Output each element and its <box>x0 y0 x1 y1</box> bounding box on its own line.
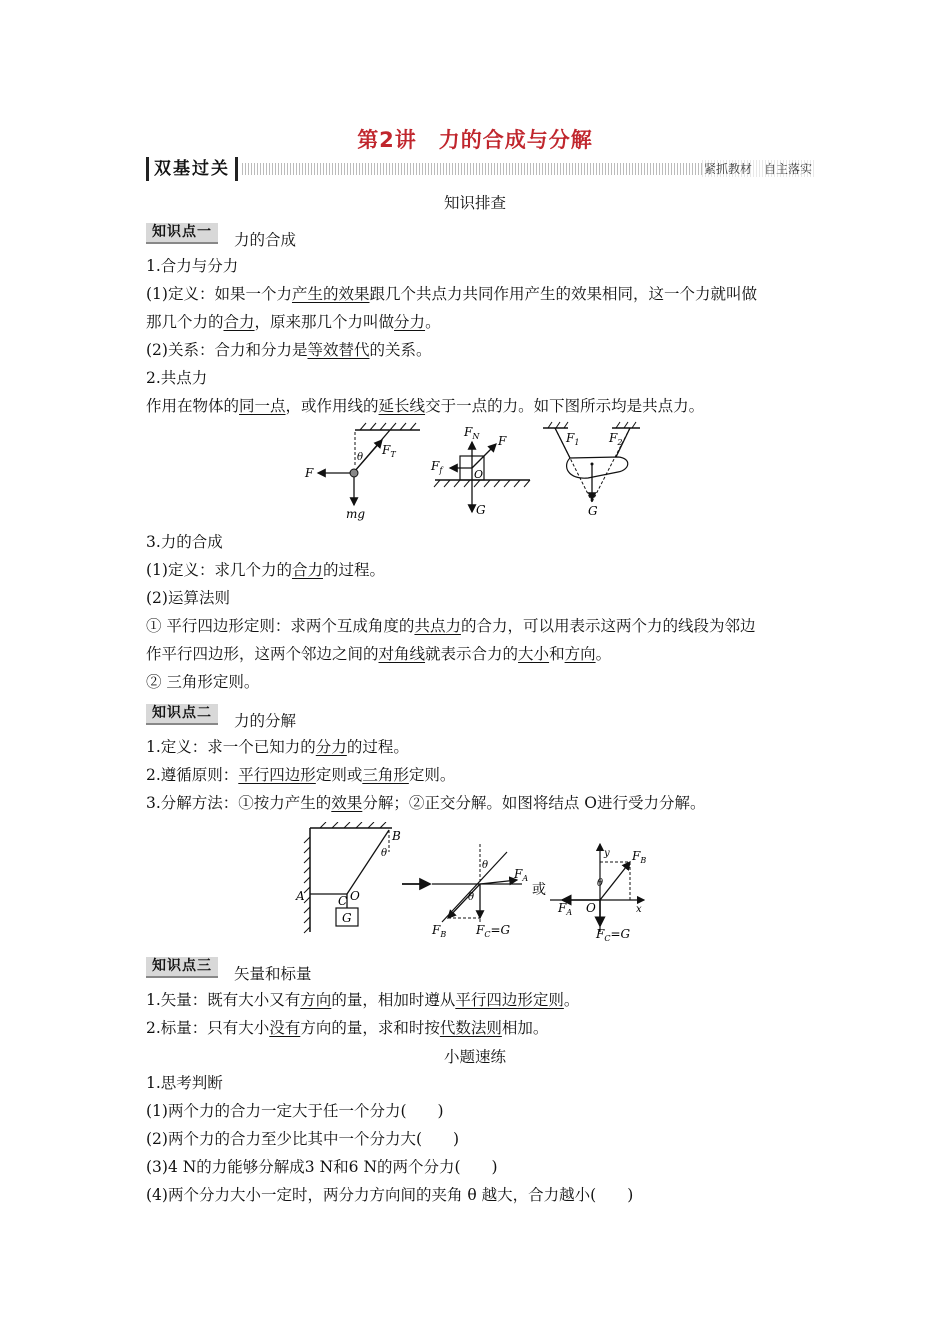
answer-blank: 平行四边形定则 <box>455 991 564 1009</box>
answer-blank: 分力 <box>394 313 426 331</box>
figure-b-block-on-ground <box>430 425 530 517</box>
text-line: 2.共点力 <box>146 369 208 387</box>
section-banner <box>146 157 814 183</box>
text-line: 1.合力与分力 <box>146 257 239 275</box>
svg-text:O: O <box>350 889 360 903</box>
practice-question: (2)两个力的合力至少比其中一个分力大( ) <box>146 1130 460 1148</box>
svg-text:C: C <box>338 894 348 908</box>
text-line: (2)运算法则 <box>146 589 230 607</box>
knowledge-title-2: 力的分解 <box>234 712 297 730</box>
text-line: 1.定义：求一个已知力的分力的过程。 <box>146 738 409 756</box>
svg-text:F: F <box>305 466 314 480</box>
practice-question: (3)4 N的力能够分解成3 N和6 N的两个分力( ) <box>146 1158 498 1176</box>
svg-text:FT: $F_T$ <box>382 443 396 459</box>
knowledge-title-3: 矢量和标量 <box>234 965 312 983</box>
svg-text:FB: $F_B$ <box>432 923 447 939</box>
knowledge-badge-2: 知识点二 <box>146 704 218 725</box>
knowledge-badge-3: 知识点三 <box>146 957 218 978</box>
text-line: 3.力的合成 <box>146 533 223 551</box>
answer-blank: 合力 <box>223 313 255 331</box>
svg-text:FC=G: $F_C=G$ <box>596 927 631 943</box>
practice-heading: 1.思考判断 <box>146 1074 223 1092</box>
answer-blank: 分力 <box>315 738 347 756</box>
answer-blank: 方向 <box>300 991 332 1009</box>
answer-blank: 平行四边形 <box>238 766 316 784</box>
text-line: 作平行四边形，这两个邻边之间的对角线就表示合力的大小和方向。 <box>146 645 612 663</box>
text-line: (1)定义：如果一个力产生的效果跟几个共点力共同作用产生的效果相同，这一个力就叫做 <box>146 285 757 303</box>
knowledge-badge-1: 知识点一 <box>146 223 218 244</box>
svg-text:G: G <box>476 503 486 517</box>
svg-text:FA: $F_A$ <box>514 867 529 883</box>
svg-text:θ: θ <box>597 878 604 889</box>
answer-blank: 方向 <box>564 645 596 663</box>
answer-blank: 产生的效果 <box>291 285 370 303</box>
answer-blank: 代数法则 <box>439 1019 502 1037</box>
practice-question: (1)两个力的合力一定大于任一个分力( ) <box>146 1102 444 1120</box>
answer-blank: 合力 <box>291 561 323 579</box>
section-heading-knowledge: 知识排查 <box>443 194 506 212</box>
or-label: 或 <box>532 882 546 898</box>
text-line: ② 三角形定则。 <box>146 673 260 691</box>
answer-blank: 等效替代 <box>307 341 370 359</box>
banner-right-text: 紧抓教材 自主落实 <box>703 162 812 176</box>
svg-text:F1: $F_1$ <box>566 431 580 447</box>
answer-blank: 对角线 <box>378 645 426 663</box>
force-decomposition-figure <box>292 822 662 944</box>
text-line: 1.矢量：既有大小又有方向的量，相加时遵从平行四边形定则。 <box>146 991 580 1009</box>
svg-text:O: O <box>474 468 484 481</box>
text-line: 那几个力的合力，原来那几个力叫做分力。 <box>146 313 441 331</box>
text-line: ① 平行四边形定则：求两个互成角度的共点力的合力，可以用表示这两个力的线段为邻边 <box>146 617 756 635</box>
answer-blank: 效果 <box>331 794 363 812</box>
svg-text:G: G <box>342 911 352 925</box>
svg-text:mg: mg <box>346 507 366 521</box>
svg-text:Ff: $F_f$ <box>431 459 443 475</box>
text-line: (1)定义：求几个力的合力的过程。 <box>146 561 385 579</box>
svg-text:F2: $F_2$ <box>609 431 623 447</box>
svg-text:B: B <box>392 829 401 843</box>
svg-text:y: y <box>604 848 610 859</box>
banner-tag: 双基过关 <box>146 157 238 181</box>
answer-blank: 没有 <box>269 1019 301 1037</box>
page-title: 第2讲 力的合成与分解 <box>357 128 593 152</box>
answer-blank: 同一点 <box>239 397 286 415</box>
banner-stripe <box>242 163 726 175</box>
section-heading-practice: 小题速练 <box>443 1048 506 1066</box>
text-line: 作用在物体的同一点，或作用线的延长线交于一点的力。如下图所示均是共点力。 <box>146 397 705 415</box>
svg-text:FC=G: $F_C=G$ <box>476 923 511 939</box>
figure-c-plank-two-ropes <box>543 422 640 518</box>
answer-blank: 三角形 <box>362 766 409 784</box>
text-line: (2)关系：合力和分力是等效替代的关系。 <box>146 341 432 359</box>
practice-question: (4)两个分力大小一定时，两分力方向间的夹角 θ 越大，合力越小( ) <box>146 1186 634 1204</box>
answer-blank: 大小 <box>518 645 550 663</box>
knowledge-title-1: 力的合成 <box>234 231 297 249</box>
text-line: 2.标量：只有大小没有方向的量，求和时按代数法则相加。 <box>146 1019 549 1037</box>
answer-blank: 共点力 <box>414 617 461 635</box>
figure-a-hanging-ball <box>304 423 420 521</box>
svg-text:FB: $F_B$ <box>632 849 647 865</box>
svg-text:x: x <box>636 904 642 915</box>
svg-text:G: G <box>588 504 598 518</box>
svg-text:F: F <box>498 434 507 448</box>
answer-blank: 延长线 <box>378 397 426 415</box>
svg-text:FA: $F_A$ <box>558 901 573 917</box>
svg-text:θ: θ <box>381 848 388 859</box>
concurrent-forces-figure <box>300 420 660 528</box>
svg-text:θ: θ <box>357 452 364 463</box>
svg-text:O: O <box>586 901 596 915</box>
text-line: 3.分解方法：①按力产生的效果分解；②正交分解。如图将结点 O进行受力分解。 <box>146 794 706 812</box>
figure-effect-decomposition <box>431 844 528 939</box>
text-line: 2.遵循原则：平行四边形定则或三角形定则。 <box>146 766 456 784</box>
svg-text:θ: θ <box>468 892 475 903</box>
svg-text:θ: θ <box>482 860 489 871</box>
svg-text:A: A <box>296 889 305 903</box>
figure-orthogonal-decomposition <box>550 844 646 943</box>
figure-wall-rope-setup <box>295 822 401 933</box>
svg-text:FN: $F_N$ <box>464 425 480 441</box>
